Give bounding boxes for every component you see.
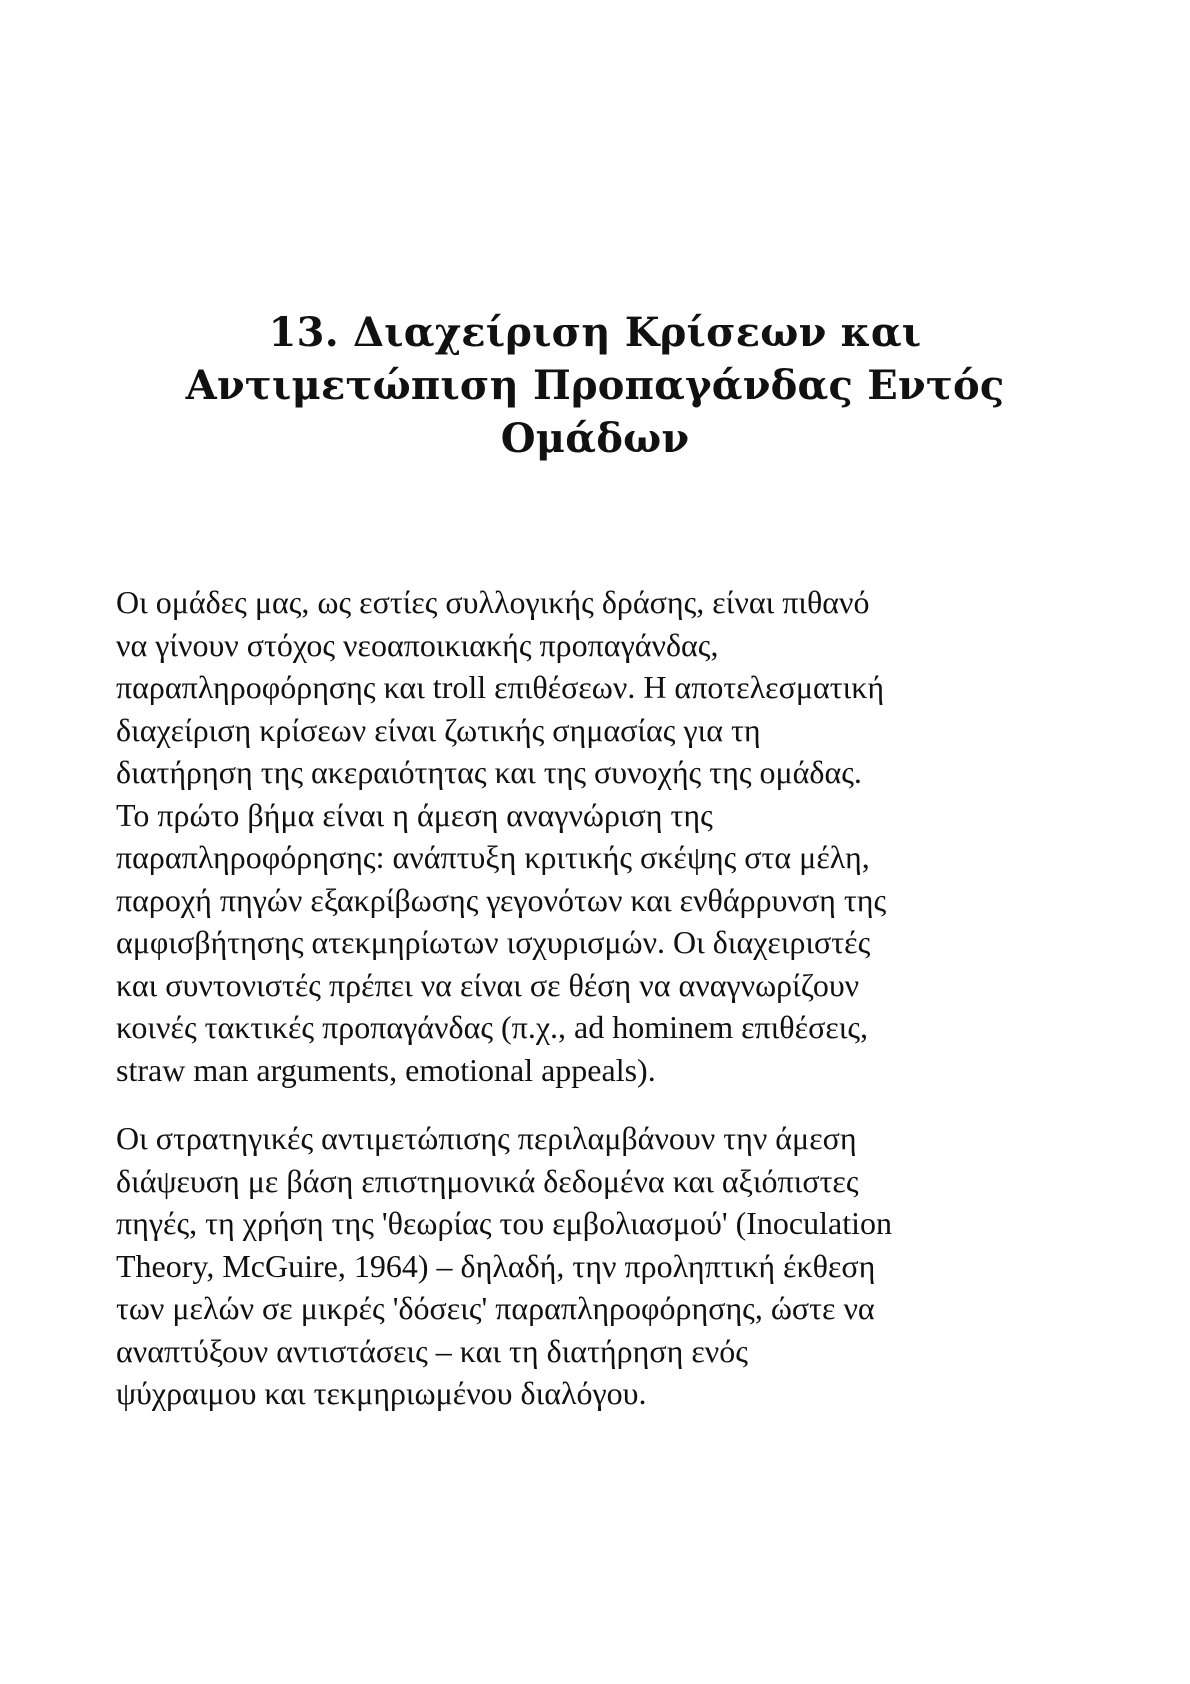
- paragraph-line: straw man arguments, emotional appeals).: [116, 1051, 656, 1088]
- paragraph-line: αμφισβήτησης ατεκμηρίωτων ισχυρισμών. Οι διαχειριστές: [116, 924, 871, 960]
- paragraph-line: των μελών σε μικρές 'δόσεις' παραπληροφόρησης, ώστε να: [116, 1290, 875, 1326]
- paragraph-line: αναπτύξουν αντιστάσεις – και τη διατήρηση ενός: [116, 1332, 748, 1369]
- paragraph-line: διάψευση με βάση επιστημονικά δεδομένα και αξιόπιστες: [116, 1162, 859, 1199]
- paragraph-line: και συντονιστές πρέπει να είναι σε θέση να αναγνωρίζουν: [116, 966, 860, 1003]
- paragraph-line: Οι ομάδες μας, ως εστίες συλλογικής δράσης, είναι πιθανό: [116, 584, 870, 620]
- paragraph-line: παραπληροφόρησης και troll επιθέσεων. Η αποτελεσματική: [116, 669, 885, 705]
- paragraph-line: διατήρηση της ακεραιότητας και της συνοχής της ομάδας.: [116, 754, 862, 790]
- paragraph-line: να γίνουν στόχος νεοαποικιακής προπαγάνδας,: [116, 626, 719, 663]
- paragraph-counter-strategies: [116, 1117, 1076, 1415]
- heading-line: Αντιμετώπιση Προπαγάνδας Εντός: [185, 362, 1005, 409]
- paragraph-line: Theory, McGuire, 1964) – δηλαδή, την προληπτική έκθεση: [116, 1247, 876, 1284]
- heading-line: 13. Διαχείριση Κρίσεων και: [268, 309, 922, 356]
- section-heading: [150, 306, 1040, 465]
- heading-line: Ομάδων: [500, 415, 690, 462]
- paragraph-crisis-management: [116, 581, 1076, 1091]
- paragraph-line: πηγές, τη χρήση της 'θεωρίας του εμβολιασμού' (Inoculation: [116, 1205, 892, 1241]
- paragraph-line: Οι στρατηγικές αντιμετώπισης περιλαμβάνουν την άμεση: [116, 1120, 857, 1156]
- paragraph-line: ψύχραιμου και τεκμηριωμένου διαλόγου.: [116, 1375, 647, 1411]
- paragraph-line: παροχή πηγών εξακρίβωσης γεγονότων και ενθάρρυνση της: [116, 881, 887, 918]
- paragraph-line: κοινές τακτικές προπαγάνδας (π.χ., ad hominem επιθέσεις,: [116, 1009, 869, 1045]
- paragraph-line: παραπληροφόρησης: ανάπτυξη κριτικής σκέψης στα μέλη,: [116, 839, 870, 875]
- paragraph-line: Το πρώτο βήμα είναι η άμεση αναγνώριση της: [116, 796, 713, 833]
- paragraph-line: διαχείριση κρίσεων είναι ζωτικής σημασίας για τη: [116, 711, 761, 748]
